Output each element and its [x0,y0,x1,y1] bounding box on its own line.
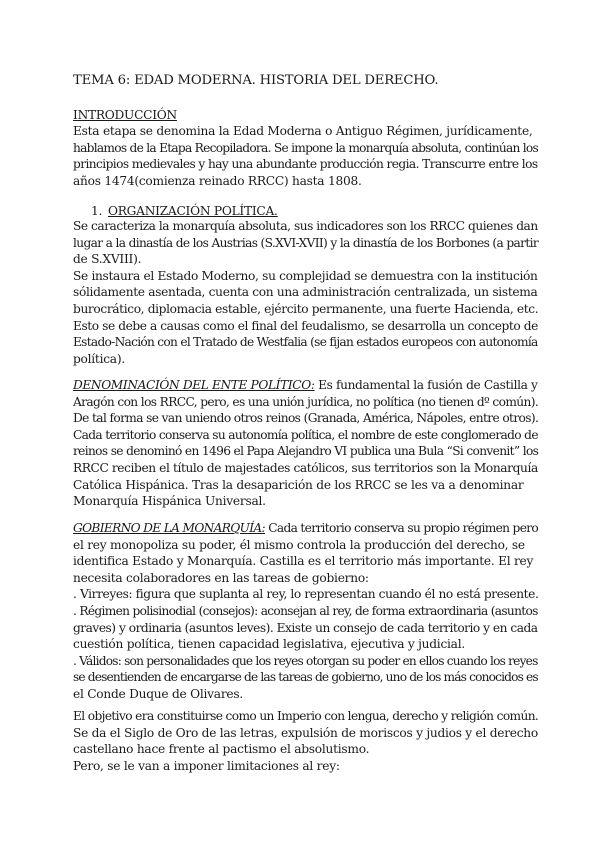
paragraph-line: Estado-Nación con el Tratado de Westfalia (se fijan estados europeos con autonomía [73,335,538,350]
paragraph-line: el rey monopoliza su poder, él mismo controla la producción del derecho, se [73,537,525,552]
paragraph-line: sólidamente asentada, cuenta con una administración centralizada, un sistema [73,285,538,300]
intro-section-heading [73,107,538,124]
paragraph-line: Se caracteriza la monarquía absoluta, sus indicadores son los RRCC quienes dan [73,219,538,233]
organizacion-heading: ORGANIZACIÓN POLÍTICA. [108,204,278,218]
paragraph-line: De tal forma se van uniendo otros reinos (Granada, América, Nápoles, entre otros). [73,411,539,426]
paragraph-line: Aragón con los RRCC, pero, es una unión jurídica, no política (no tienen dº común). [73,394,539,409]
paragraph-line: principios medievales y hay una abundante producción regia. Transcurre entre los [73,157,538,172]
paragraph-line: cuestión política, tienen capacidad legislativa, ejecutiva y judicial. [73,637,465,652]
paragraph-text: Cada territorio conserva su propio régimen pero [264,521,539,535]
paragraph-line: Monarquía Hispánica Universal. [73,494,266,509]
intro-paragraph [73,123,538,189]
paragraph-line: hablamos de la Etapa Recopiladora. Se impone la monarquía absoluta, continúan los [73,140,539,155]
paragraph-line: Cada territorio conserva su autonomía política, el nombre de este conglomerado de [73,427,538,442]
paragraph-line: Esta etapa se denomina la Edad Moderna o Antiguo Régimen, jurídicamente, [73,124,533,138]
list-number: 1. [91,204,103,218]
paragraph-line: necesita colaboradores en las tareas de gobierno: [73,570,369,585]
paragraph-line: se desentienden de encargarse de las tareas de gobierno, uno de los más conocidos es [73,670,538,685]
paragraph-line: de S.XVIII). [73,252,142,267]
paragraph-line: lugar a la dinastía de los Austrias (S.XVI-XVII) y la dinastía de los Borbones (a partir [73,235,539,250]
denominacion-heading: DENOMINACIÓN DEL ENTE POLÍTICO: [73,378,315,392]
paragraph-first-line [73,520,538,537]
paragraph-line: identifica Estado y Monarquía. Castilla es el territorio más importante. El rey [73,554,534,569]
paragraph-line: política). [73,351,125,366]
objetivo-paragraph [73,708,538,774]
intro-heading: INTRODUCCIÓN [73,108,177,122]
paragraph-line: . Válidos: son personalidades que los reyes otorgan su poder en ellos cuando los reyes [73,653,538,668]
paragraph-first-line [73,377,538,394]
paragraph-line: . Régimen polisinodial (consejos): aconsejan al rey, de forma extraordinaria (asuntos [73,603,538,618]
paragraph-line: El objetivo era constituirse como un Imperio con lengua, derecho y religión común. [73,709,539,723]
paragraph-line: reinos se denominó en 1496 el Papa Alejandro VI publica una Bula “Si convenit” los [73,444,539,459]
paragraph-line: años 1474(comienza reinado RRCC) hasta 1808. [73,173,362,188]
paragraph-line: burocrático, diplomacia estable, ejército permanente, una fuerte Hacienda, etc. [73,301,539,316]
paragraph-text: Es fundamental la fusión de Castilla y [314,378,538,392]
paragraph-line: RRCC reciben el título de majestades católicos, sus territorios son la Monarquía [73,460,538,475]
paragraph-line: Se instaura el Estado Moderno, su complejidad se demuestra con la institución [73,268,538,283]
denominacion-paragraph [73,377,538,510]
gobierno-heading: GOBIERNO DE LA MONARQUÍA: [73,521,265,535]
gobierno-paragraph [73,520,538,703]
paragraph-line: Se da el Siglo de Oro de las letras, expulsión de moriscos y judios y el derecho [73,725,538,740]
paragraph-line: Esto se debe a causas como el final del feudalismo, se desarrolla un concepto de [73,318,538,333]
paragraph-line: castellano hace frente al pactismo el absolutismo. [73,742,370,757]
paragraph-line: graves) y ordinaria (asuntos leves). Existe un consejo de cada territorio y en cada [73,620,538,635]
document-title: TEMA 6: EDAD MODERNA. HISTORIA DEL DERECHO. [73,73,439,88]
organizacion-paragraph [73,218,538,367]
paragraph-line: . Virreyes: figura que suplanta al rey, lo representan cuando él no está presente. [73,587,539,602]
paragraph-line: el Conde Duque de Olivares. [73,686,243,701]
paragraph-line: Católica Hispánica. Tras la desaparición de los RRCC se les va a denominar [73,477,524,492]
paragraph-line: Pero, se le van a imponer limitaciones al rey: [73,758,340,773]
